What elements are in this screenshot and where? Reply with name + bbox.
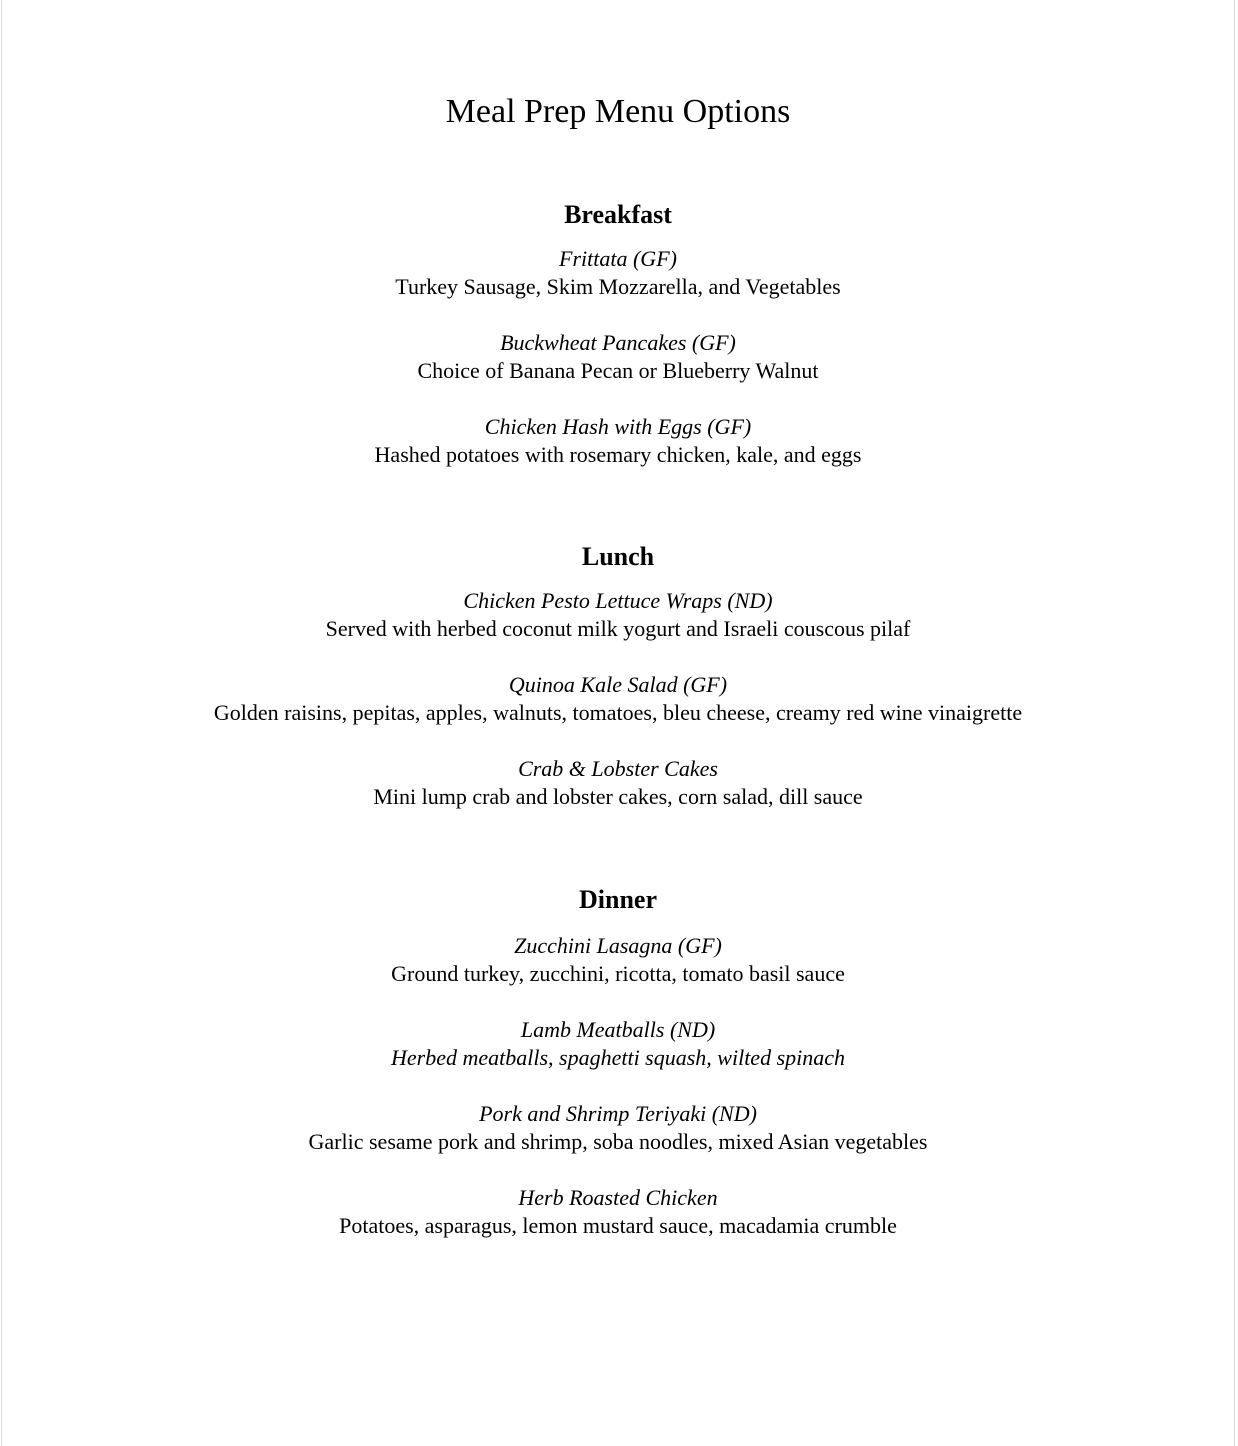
section-breakfast xyxy=(2,199,1234,497)
menu-item xyxy=(2,413,1234,469)
menu-item-description: Potatoes, asparagus, lemon mustard sauce, macadamia crumble xyxy=(339,1213,897,1238)
menu-item-name: Chicken Pesto Lettuce Wraps (ND) xyxy=(463,588,773,613)
menu-item-description: Hashed potatoes with rosemary chicken, kale, and eggs xyxy=(374,442,862,467)
menu-item-description: Choice of Banana Pecan or Blueberry Walnut xyxy=(417,358,819,383)
menu-item-name: Pork and Shrimp Teriyaki (ND) xyxy=(479,1101,757,1126)
menu-item-name: Herb Roasted Chicken xyxy=(518,1185,718,1210)
menu-item-name: Lamb Meatballs (ND) xyxy=(520,1017,716,1042)
menu-item xyxy=(2,1016,1234,1072)
menu-item-description: Turkey Sausage, Skim Mozzarella, and Vegetables xyxy=(395,274,841,299)
menu-item xyxy=(2,1184,1234,1240)
menu-item xyxy=(2,755,1234,811)
section-heading-dinner: Dinner xyxy=(579,885,657,914)
menu-item-description: Ground turkey, zucchini, ricotta, tomato basil sauce xyxy=(391,961,845,986)
menu-item xyxy=(2,932,1234,988)
menu-item xyxy=(2,671,1234,727)
menu-item-name: Zucchini Lasagna (GF) xyxy=(514,933,722,958)
menu-item-name: Quinoa Kale Salad (GF) xyxy=(508,672,728,697)
menu-item-description: Golden raisins, pepitas, apples, walnuts, tomatoes, bleu cheese, creamy red wine vinaigrette xyxy=(213,700,1023,725)
document-page xyxy=(1,0,1235,1446)
section-heading-breakfast: Breakfast xyxy=(564,200,672,229)
menu-item-name: Frittata (GF) xyxy=(559,246,677,271)
menu-item xyxy=(2,1100,1234,1156)
menu-item-description: Herbed meatballs, spaghetti squash, wilted spinach xyxy=(390,1045,846,1070)
section-dinner xyxy=(2,884,1234,1268)
menu-item xyxy=(2,245,1234,301)
menu-item-description: Mini lump crab and lobster cakes, corn salad, dill sauce xyxy=(373,784,863,809)
page-title: Meal Prep Menu Options xyxy=(445,93,791,130)
menu-item-name: Buckwheat Pancakes (GF) xyxy=(500,330,736,355)
menu-item xyxy=(2,329,1234,385)
section-heading-lunch: Lunch xyxy=(581,542,655,571)
menu-item xyxy=(2,587,1234,643)
menu-item-description: Served with herbed coconut milk yogurt and Israeli couscous pilaf xyxy=(325,616,911,641)
menu-item-name: Crab & Lobster Cakes xyxy=(518,756,718,781)
section-lunch xyxy=(2,541,1234,839)
menu-item-description: Garlic sesame pork and shrimp, soba noodles, mixed Asian vegetables xyxy=(308,1129,928,1154)
menu-item-name: Chicken Hash with Eggs (GF) xyxy=(484,414,752,439)
